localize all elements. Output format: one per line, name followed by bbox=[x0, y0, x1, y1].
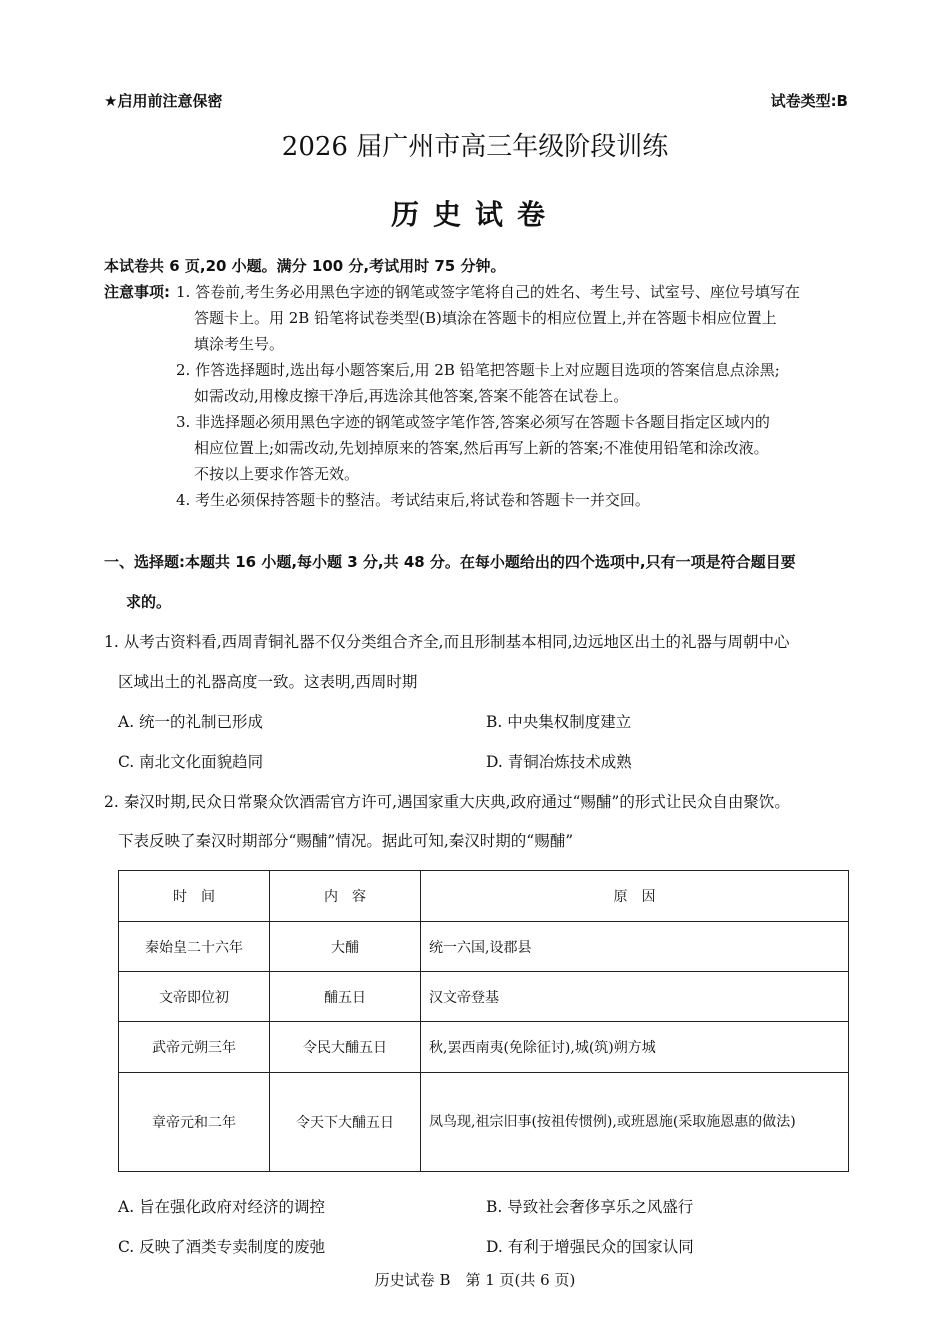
table-cell: 令民大酺五日 bbox=[270, 1022, 421, 1073]
section-heading-cont: 求的。 bbox=[126, 593, 172, 611]
subject-title: 历史试卷 bbox=[390, 198, 559, 231]
notice-line: 答题卡上。用 2B 铅笔将试卷类型(B)填涂在答题卡的相应位置上,并在答题卡相应位置上 bbox=[194, 309, 777, 327]
notice-line: 1. 答卷前,考生务必用黑色字迹的钢笔或签字笔将自己的姓名、考生号、试室号、座位号填写在 bbox=[176, 283, 800, 301]
table-header-row bbox=[119, 871, 849, 922]
table-cell: 大酺 bbox=[270, 922, 421, 972]
table-row bbox=[119, 1073, 849, 1172]
question-2-stem: 2. 秦汉时期,民众日常聚众饮酒需官方许可,遇国家重大庆典,政府通过“赐酺”的形式让民众自由聚饮。 bbox=[104, 793, 790, 811]
table-cell: 章帝元和二年 bbox=[119, 1073, 270, 1172]
table-row bbox=[119, 972, 849, 1022]
table-row bbox=[119, 1022, 849, 1073]
table-cell: 酺五日 bbox=[270, 972, 421, 1022]
q1-option-c: C. 南北文化面貌趋同 bbox=[118, 753, 264, 771]
table-cell: 汉文帝登基 bbox=[421, 972, 849, 1022]
q2-option-d: D. 有利于增强民众的国家认同 bbox=[486, 1238, 694, 1256]
notice-line: 填涂考生号。 bbox=[194, 335, 285, 353]
notice-label: 注意事项: bbox=[104, 283, 170, 301]
question-1-stem-cont: 区域出土的礼器高度一致。这表明,西周时期 bbox=[118, 673, 418, 691]
table-cell: 秋,罢西南夷(免除征讨),城(筑)朔方城 bbox=[421, 1022, 849, 1073]
q1-option-b: B. 中央集权制度建立 bbox=[486, 713, 632, 731]
notice-line: 不按以上要求作答无效。 bbox=[194, 465, 360, 483]
notice-line: 4. 考生必须保持答题卡的整洁。考试结束后,将试卷和答题卡一并交回。 bbox=[176, 491, 650, 509]
table-cell: 令天下大酺五日 bbox=[270, 1073, 421, 1172]
q2-option-a: A. 旨在强化政府对经济的调控 bbox=[118, 1198, 326, 1216]
q1-option-d: D. 青铜冶炼技术成熟 bbox=[486, 753, 632, 771]
table-cell: 凤鸟现,祖宗旧事(按祖传惯例),或班恩施(采取施恩惠的做法) bbox=[421, 1073, 849, 1172]
confidential-mark: ★启用前注意保密 bbox=[104, 92, 223, 110]
question-2-stem-cont: 下表反映了秦汉时期部分“赐酺”情况。据此可知,秦汉时期的“赐酺” bbox=[118, 832, 574, 850]
table-cell: 秦始皇二十六年 bbox=[119, 922, 270, 972]
cifu-table bbox=[118, 870, 849, 1172]
notice-line: 2. 作答选择题时,选出每小题答案后,用 2B 铅笔把答题卡上对应题目选项的答案信息点涂黑; bbox=[176, 361, 780, 379]
table-header-cell: 内 容 bbox=[270, 871, 421, 922]
table-cell: 统一六国,设郡县 bbox=[421, 922, 849, 972]
table-cell: 武帝元朔三年 bbox=[119, 1022, 270, 1073]
notice-line: 相应位置上;如需改动,先划掉原来的答案,然后再写上新的答案;不准使用铅笔和涂改液。 bbox=[194, 439, 769, 457]
q1-option-a: A. 统一的礼制已形成 bbox=[118, 713, 264, 731]
notice-line: 3. 非选择题必须用黑色字迹的钢笔或签字笔作答,答案必须写在答题卡各题目指定区域内的 bbox=[176, 413, 770, 431]
table-cell: 文帝即位初 bbox=[119, 972, 270, 1022]
table-row bbox=[119, 922, 849, 972]
question-1-stem: 1. 从考古资料看,西周青铜礼器不仅分类组合齐全,而且形制基本相同,边远地区出土的礼器与周朝中心 bbox=[104, 633, 790, 651]
q2-option-b: B. 导致社会奢侈享乐之风盛行 bbox=[486, 1198, 694, 1216]
section-heading: 一、选择题:本题共 16 小题,每小题 3 分,共 48 分。在每小题给出的四个选项中,只有一项是符合题目要 bbox=[104, 553, 796, 571]
notice-line: 如需改动,用橡皮擦干净后,再选涂其他答案,答案不能答在试卷上。 bbox=[194, 387, 629, 405]
table-header-cell: 时 间 bbox=[119, 871, 270, 922]
paper-type: 试卷类型:B bbox=[770, 92, 848, 110]
table-header-cell: 原 因 bbox=[421, 871, 849, 922]
q2-option-c: C. 反映了酒类专卖制度的废弛 bbox=[118, 1238, 326, 1256]
exam-title: 2026 届广州市高三年级阶段训练 bbox=[281, 132, 669, 162]
exam-info: 本试卷共 6 页,20 小题。满分 100 分,考试用时 75 分钟。 bbox=[104, 257, 506, 275]
page-footer: 历史试卷 B 第 1 页(共 6 页) bbox=[374, 1271, 576, 1289]
